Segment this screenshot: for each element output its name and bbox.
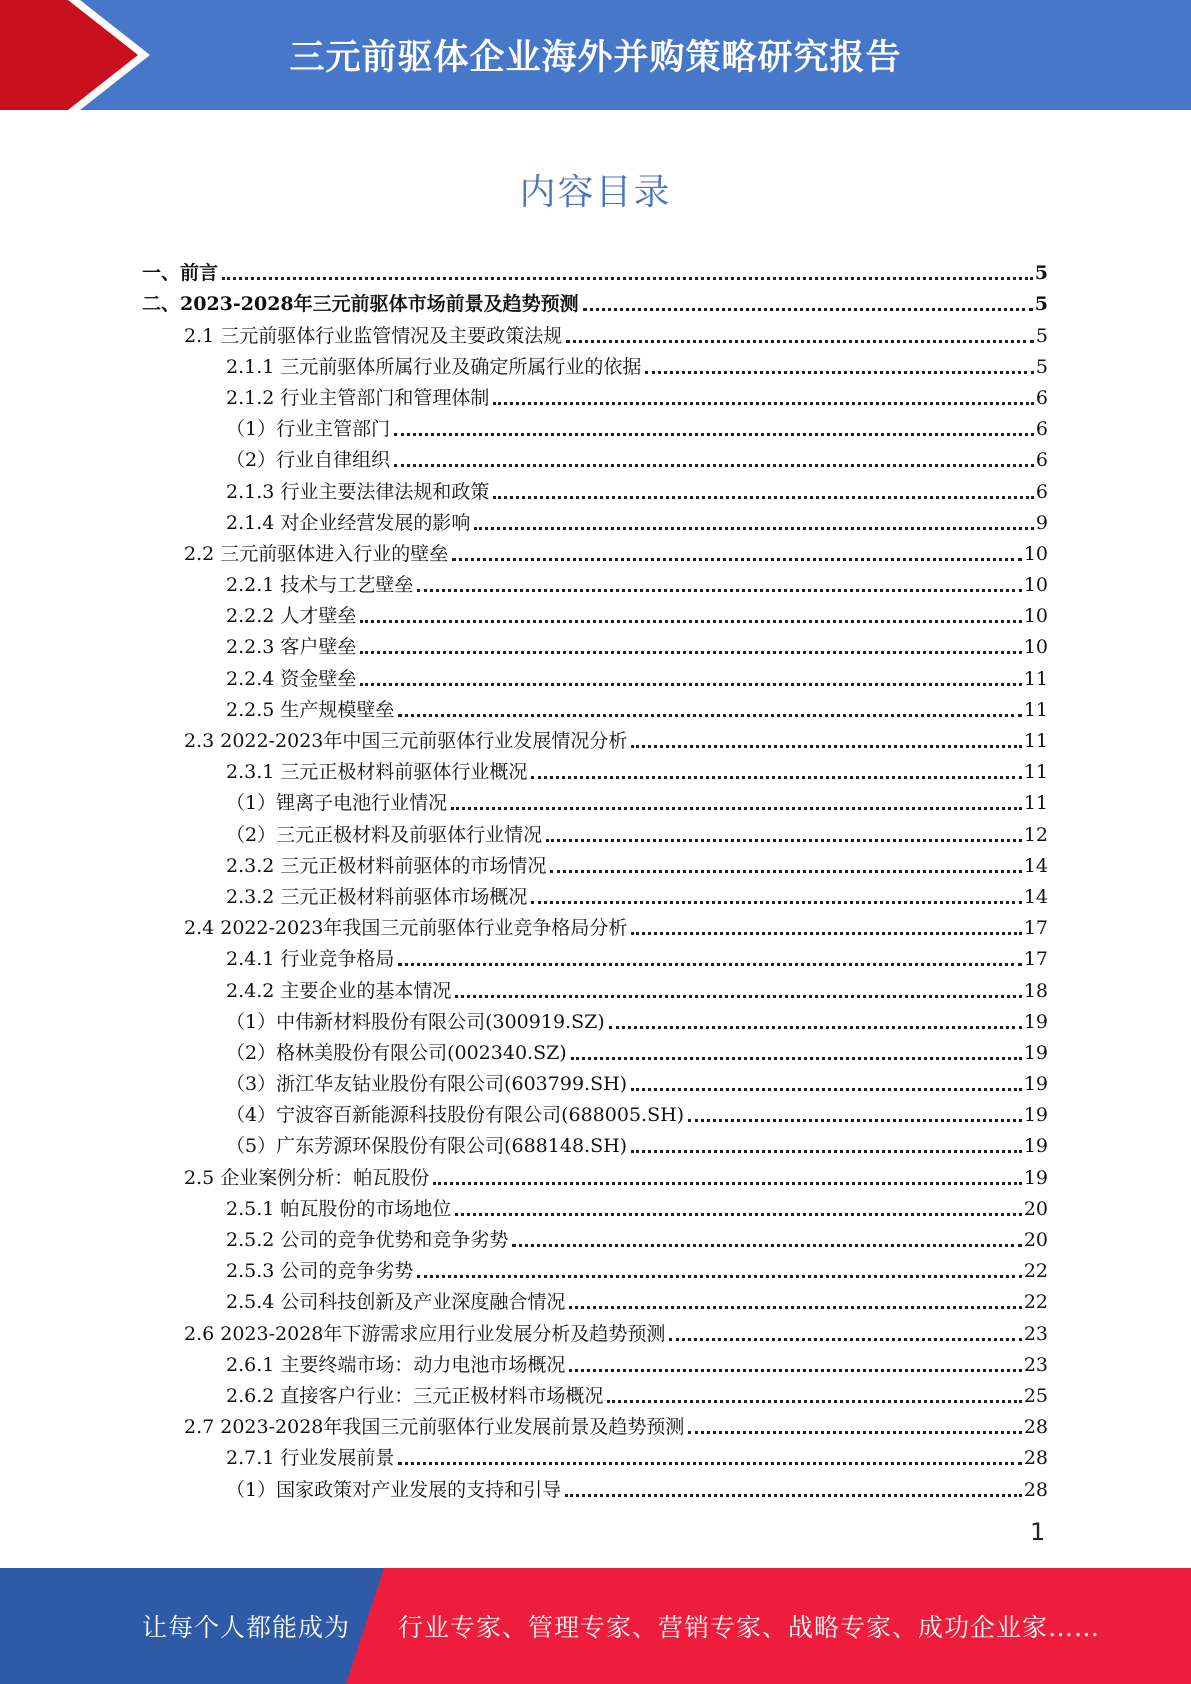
toc-leader-dots xyxy=(571,1055,1022,1060)
toc-leader-dots xyxy=(398,712,1021,717)
toc-entry[interactable] xyxy=(142,1190,1048,1221)
toc-entry-page: 11 xyxy=(1023,761,1048,784)
toc-entry-page: 28 xyxy=(1023,1447,1048,1470)
toc-entry-page: 23 xyxy=(1023,1353,1048,1376)
toc-leader-dots xyxy=(631,1148,1022,1153)
toc-entry[interactable] xyxy=(142,784,1048,815)
toc-entry[interactable] xyxy=(142,285,1048,316)
toc-entry[interactable] xyxy=(142,1158,1048,1189)
toc-entry-page: 18 xyxy=(1023,979,1048,1002)
toc-entry-page: 19 xyxy=(1023,1010,1048,1033)
toc-entry[interactable] xyxy=(142,691,1048,722)
toc-entry[interactable] xyxy=(142,722,1048,753)
toc-entry-page: 25 xyxy=(1023,1384,1048,1407)
toc-entry[interactable] xyxy=(142,1127,1048,1158)
toc-entry[interactable] xyxy=(142,1065,1048,1096)
toc-entry-page: 20 xyxy=(1023,1229,1048,1251)
toc-entry-text: （2）三元正极材料及前驱体行业情况 xyxy=(226,823,543,846)
toc-entry-page: 20 xyxy=(1023,1197,1048,1220)
toc-entry[interactable] xyxy=(142,1377,1048,1408)
toc-entry-text: 二、2023-2028年三元前驱体市场前景及趋势预测 xyxy=(142,293,579,316)
toc-entry[interactable] xyxy=(142,348,1048,379)
toc-leader-dots xyxy=(631,743,1021,748)
toc-entry-text: 2.3 2022-2023年中国三元前驱体行业发展情况分析 xyxy=(184,730,628,752)
toc-entry-page: 6 xyxy=(1035,480,1048,503)
toc-leader-dots xyxy=(531,774,1021,779)
toc-leader-dots xyxy=(360,681,1021,686)
toc-entry[interactable] xyxy=(142,878,1048,909)
toc-entry-page: 10 xyxy=(1023,605,1048,628)
toc-entry[interactable] xyxy=(142,597,1048,628)
toc-entry[interactable] xyxy=(142,441,1048,472)
table-of-contents xyxy=(142,254,1048,1502)
toc-entry-text: 2.1.2 行业主管部门和管理体制 xyxy=(226,386,490,409)
toc-entry-page: 22 xyxy=(1023,1260,1048,1283)
toc-entry[interactable] xyxy=(142,659,1048,690)
toc-entry-page: 14 xyxy=(1023,885,1048,908)
toc-entry-text: 2.1.1 三元前驱体所属行业及确定所属行业的依据 xyxy=(226,355,642,378)
toc-entry[interactable] xyxy=(142,1034,1048,1065)
toc-entry-page: 19 xyxy=(1023,1135,1048,1158)
toc-entry-page: 5 xyxy=(1035,324,1048,347)
toc-entry-page: 23 xyxy=(1023,1322,1048,1345)
toc-entry[interactable] xyxy=(142,1314,1048,1345)
toc-entry-text: 2.2 三元前驱体进入行业的壁垒 xyxy=(184,542,449,565)
toc-entry-text: 2.4.1 行业竞争格局 xyxy=(226,948,395,971)
toc-entry-page: 6 xyxy=(1035,386,1048,409)
toc-entry-text: 2.2.1 技术与工艺壁垒 xyxy=(226,574,414,597)
toc-leader-dots xyxy=(452,556,1022,561)
toc-leader-dots xyxy=(669,1336,1021,1341)
toc-entry[interactable] xyxy=(142,472,1048,503)
toc-entry-text: 2.5.3 公司的竞争劣势 xyxy=(226,1260,414,1283)
toc-title: 内容目录 xyxy=(519,172,672,213)
toc-entry-text: 2.6 2023-2028年下游需求应用行业发展分析及趋势预测 xyxy=(184,1322,666,1345)
toc-entry-text: 2.7 2023-2028年我国三元前驱体行业发展前景及趋势预测 xyxy=(184,1416,685,1439)
toc-entry[interactable] xyxy=(142,1283,1048,1314)
toc-entry-page: 5 xyxy=(1034,293,1048,316)
footer-slogan-left: 让每个人都能成为 xyxy=(142,1613,351,1642)
toc-leader-dots xyxy=(474,525,1034,530)
toc-entry-page: 11 xyxy=(1023,730,1048,752)
toc-entry[interactable] xyxy=(142,410,1048,441)
toc-entry-text: （1）国家政策对产业发展的支持和引导 xyxy=(226,1478,562,1501)
toc-leader-dots xyxy=(394,431,1034,436)
toc-entry-page: 5 xyxy=(1034,262,1048,285)
toc-entry[interactable] xyxy=(142,1096,1048,1127)
toc-entry-page: 11 xyxy=(1023,667,1048,690)
toc-entry[interactable] xyxy=(142,940,1048,971)
toc-leader-dots xyxy=(398,961,1021,966)
toc-entry-page: 5 xyxy=(1035,355,1048,378)
toc-leader-dots xyxy=(512,1242,1021,1247)
toc-leader-dots xyxy=(566,338,1034,343)
toc-entry-page: 10 xyxy=(1023,574,1048,597)
toc-leader-dots xyxy=(531,899,1021,904)
toc-entry-text: （1）行业主管部门 xyxy=(226,418,391,441)
toc-leader-dots xyxy=(645,369,1034,374)
toc-entry[interactable] xyxy=(142,379,1048,410)
toc-entry-text: （2）格林美股份有限公司(002340.SZ) xyxy=(226,1041,567,1064)
toc-leader-dots xyxy=(222,275,1033,280)
toc-entry[interactable] xyxy=(142,971,1048,1002)
toc-entry-page: 17 xyxy=(1023,948,1048,971)
toc-entry-text: （1）中伟新材料股份有限公司(300919.SZ) xyxy=(226,1010,605,1033)
toc-entry[interactable] xyxy=(142,753,1048,784)
toc-entry-text: 2.5.4 公司科技创新及产业深度融合情况 xyxy=(226,1291,566,1314)
toc-entry[interactable] xyxy=(142,1439,1048,1470)
toc-leader-dots xyxy=(455,1211,1021,1216)
toc-entry[interactable] xyxy=(142,815,1048,846)
toc-entry-page: 28 xyxy=(1023,1416,1048,1439)
toc-entry[interactable] xyxy=(142,1346,1048,1377)
footer-slogan-right: 行业专家、管理专家、营销专家、战略专家、成功企业家…… xyxy=(398,1613,1101,1642)
toc-leader-dots xyxy=(609,1024,1022,1029)
toc-leader-dots xyxy=(607,1398,1021,1403)
toc-entry-text: （4）宁波容百新能源科技股份有限公司(688005.SH) xyxy=(226,1104,685,1127)
toc-entry[interactable] xyxy=(142,1252,1048,1283)
toc-entry[interactable] xyxy=(142,316,1048,347)
toc-entry-text: 2.1.4 对企业经营发展的影响 xyxy=(226,511,471,534)
toc-entry[interactable] xyxy=(142,1003,1048,1034)
toc-leader-dots xyxy=(688,1117,1022,1122)
toc-entry-text: 一、前言 xyxy=(142,262,219,285)
toc-entry-page: 19 xyxy=(1023,1104,1048,1127)
toc-entry-text: 2.7.1 行业发展前景 xyxy=(226,1447,395,1470)
toc-entry-text: 2.3.2 三元正极材料前驱体市场概况 xyxy=(226,885,528,908)
toc-entry[interactable] xyxy=(142,1470,1048,1501)
toc-entry-text: 2.6.2 直接客户行业：三元正极材料市场概况 xyxy=(226,1384,604,1407)
toc-entry[interactable] xyxy=(142,1221,1048,1252)
toc-leader-dots xyxy=(360,649,1021,654)
toc-entry-page: 17 xyxy=(1023,917,1048,940)
toc-leader-dots xyxy=(631,1086,1022,1091)
toc-entry-page: 28 xyxy=(1023,1478,1048,1501)
toc-entry-text: 2.1.3 行业主要法律法规和政策 xyxy=(226,480,490,503)
toc-leader-dots xyxy=(394,462,1034,467)
toc-entry-page: 22 xyxy=(1023,1291,1048,1314)
toc-leader-dots xyxy=(493,400,1034,405)
toc-entry-text: 2.6.1 主要终端市场：动力电池市场概况 xyxy=(226,1353,566,1376)
report-title: 三元前驱体企业海外并购策略研究报告 xyxy=(289,38,902,78)
toc-entry-text: （3）浙江华友钴业股份有限公司(603799.SH) xyxy=(226,1073,628,1096)
toc-leader-dots xyxy=(550,868,1021,873)
toc-entry-page: 19 xyxy=(1023,1041,1048,1064)
toc-leader-dots xyxy=(451,805,1022,810)
toc-entry-page: 6 xyxy=(1035,449,1048,472)
toc-leader-dots xyxy=(583,306,1033,311)
toc-entry-text: 2.2.2 人才壁垒 xyxy=(226,605,357,628)
toc-entry[interactable] xyxy=(142,628,1048,659)
toc-entry-text: 2.3.2 三元正极材料前驱体的市场情况 xyxy=(226,854,547,877)
toc-leader-dots xyxy=(688,1429,1021,1434)
toc-entry[interactable] xyxy=(142,254,1048,285)
toc-entry-text: （1）锂离子电池行业情况 xyxy=(226,792,448,815)
toc-entry-text: 2.1 三元前驱体行业监管情况及主要政策法规 xyxy=(184,324,563,347)
toc-entry-page: 9 xyxy=(1035,511,1048,534)
toc-entry-text: 2.2.5 生产规模壁垒 xyxy=(226,698,395,721)
toc-leader-dots xyxy=(455,993,1021,998)
toc-entry-text: 2.5 企业案例分析：帕瓦股份 xyxy=(184,1166,430,1189)
toc-leader-dots xyxy=(433,1180,1022,1185)
toc-entry-text: 2.3.1 三元正极材料前驱体行业概况 xyxy=(226,761,528,784)
toc-entry[interactable] xyxy=(142,909,1048,940)
page-number: 1 xyxy=(1030,1518,1046,1546)
toc-entry-text: 2.4 2022-2023年我国三元前驱体行业竞争格局分析 xyxy=(184,917,628,940)
toc-leader-dots xyxy=(546,837,1022,842)
toc-entry-text: 2.5.1 帕瓦股份的市场地位 xyxy=(226,1197,452,1220)
toc-leader-dots xyxy=(493,494,1034,499)
toc-entry-page: 10 xyxy=(1023,636,1048,659)
toc-leader-dots xyxy=(417,1273,1021,1278)
toc-entry[interactable] xyxy=(142,847,1048,878)
toc-entry[interactable] xyxy=(142,535,1048,566)
toc-entry-page: 10 xyxy=(1023,542,1048,565)
toc-entry-page: 6 xyxy=(1035,418,1048,441)
toc-leader-dots xyxy=(565,1492,1022,1497)
toc-entry-text: （5）广东芳源环保股份有限公司(688148.SH) xyxy=(226,1135,628,1158)
toc-entry-page: 11 xyxy=(1023,698,1048,721)
toc-leader-dots xyxy=(417,587,1021,592)
toc-entry[interactable] xyxy=(142,504,1048,535)
toc-entry-page: 19 xyxy=(1023,1166,1048,1189)
toc-entry-page: 14 xyxy=(1023,854,1048,877)
toc-leader-dots xyxy=(360,618,1021,623)
toc-entry-text: 2.2.3 客户壁垒 xyxy=(226,636,357,659)
toc-entry-page: 11 xyxy=(1023,792,1048,815)
toc-entry-text: 2.5.2 公司的竞争优势和竞争劣势 xyxy=(226,1229,509,1251)
toc-entry-page: 12 xyxy=(1023,823,1048,846)
toc-leader-dots xyxy=(398,1460,1021,1465)
header-banner xyxy=(0,0,1191,110)
toc-entry-page: 19 xyxy=(1023,1073,1048,1096)
toc-leader-dots xyxy=(569,1304,1021,1309)
toc-entry-text: 2.4.2 主要企业的基本情况 xyxy=(226,979,452,1002)
toc-entry[interactable] xyxy=(142,1408,1048,1439)
footer-banner xyxy=(0,1568,1191,1684)
toc-leader-dots xyxy=(569,1367,1021,1372)
toc-entry-text: 2.2.4 资金壁垒 xyxy=(226,667,357,690)
toc-entry-text: （2）行业自律组织 xyxy=(226,449,391,472)
toc-entry[interactable] xyxy=(142,566,1048,597)
toc-leader-dots xyxy=(631,930,1021,935)
